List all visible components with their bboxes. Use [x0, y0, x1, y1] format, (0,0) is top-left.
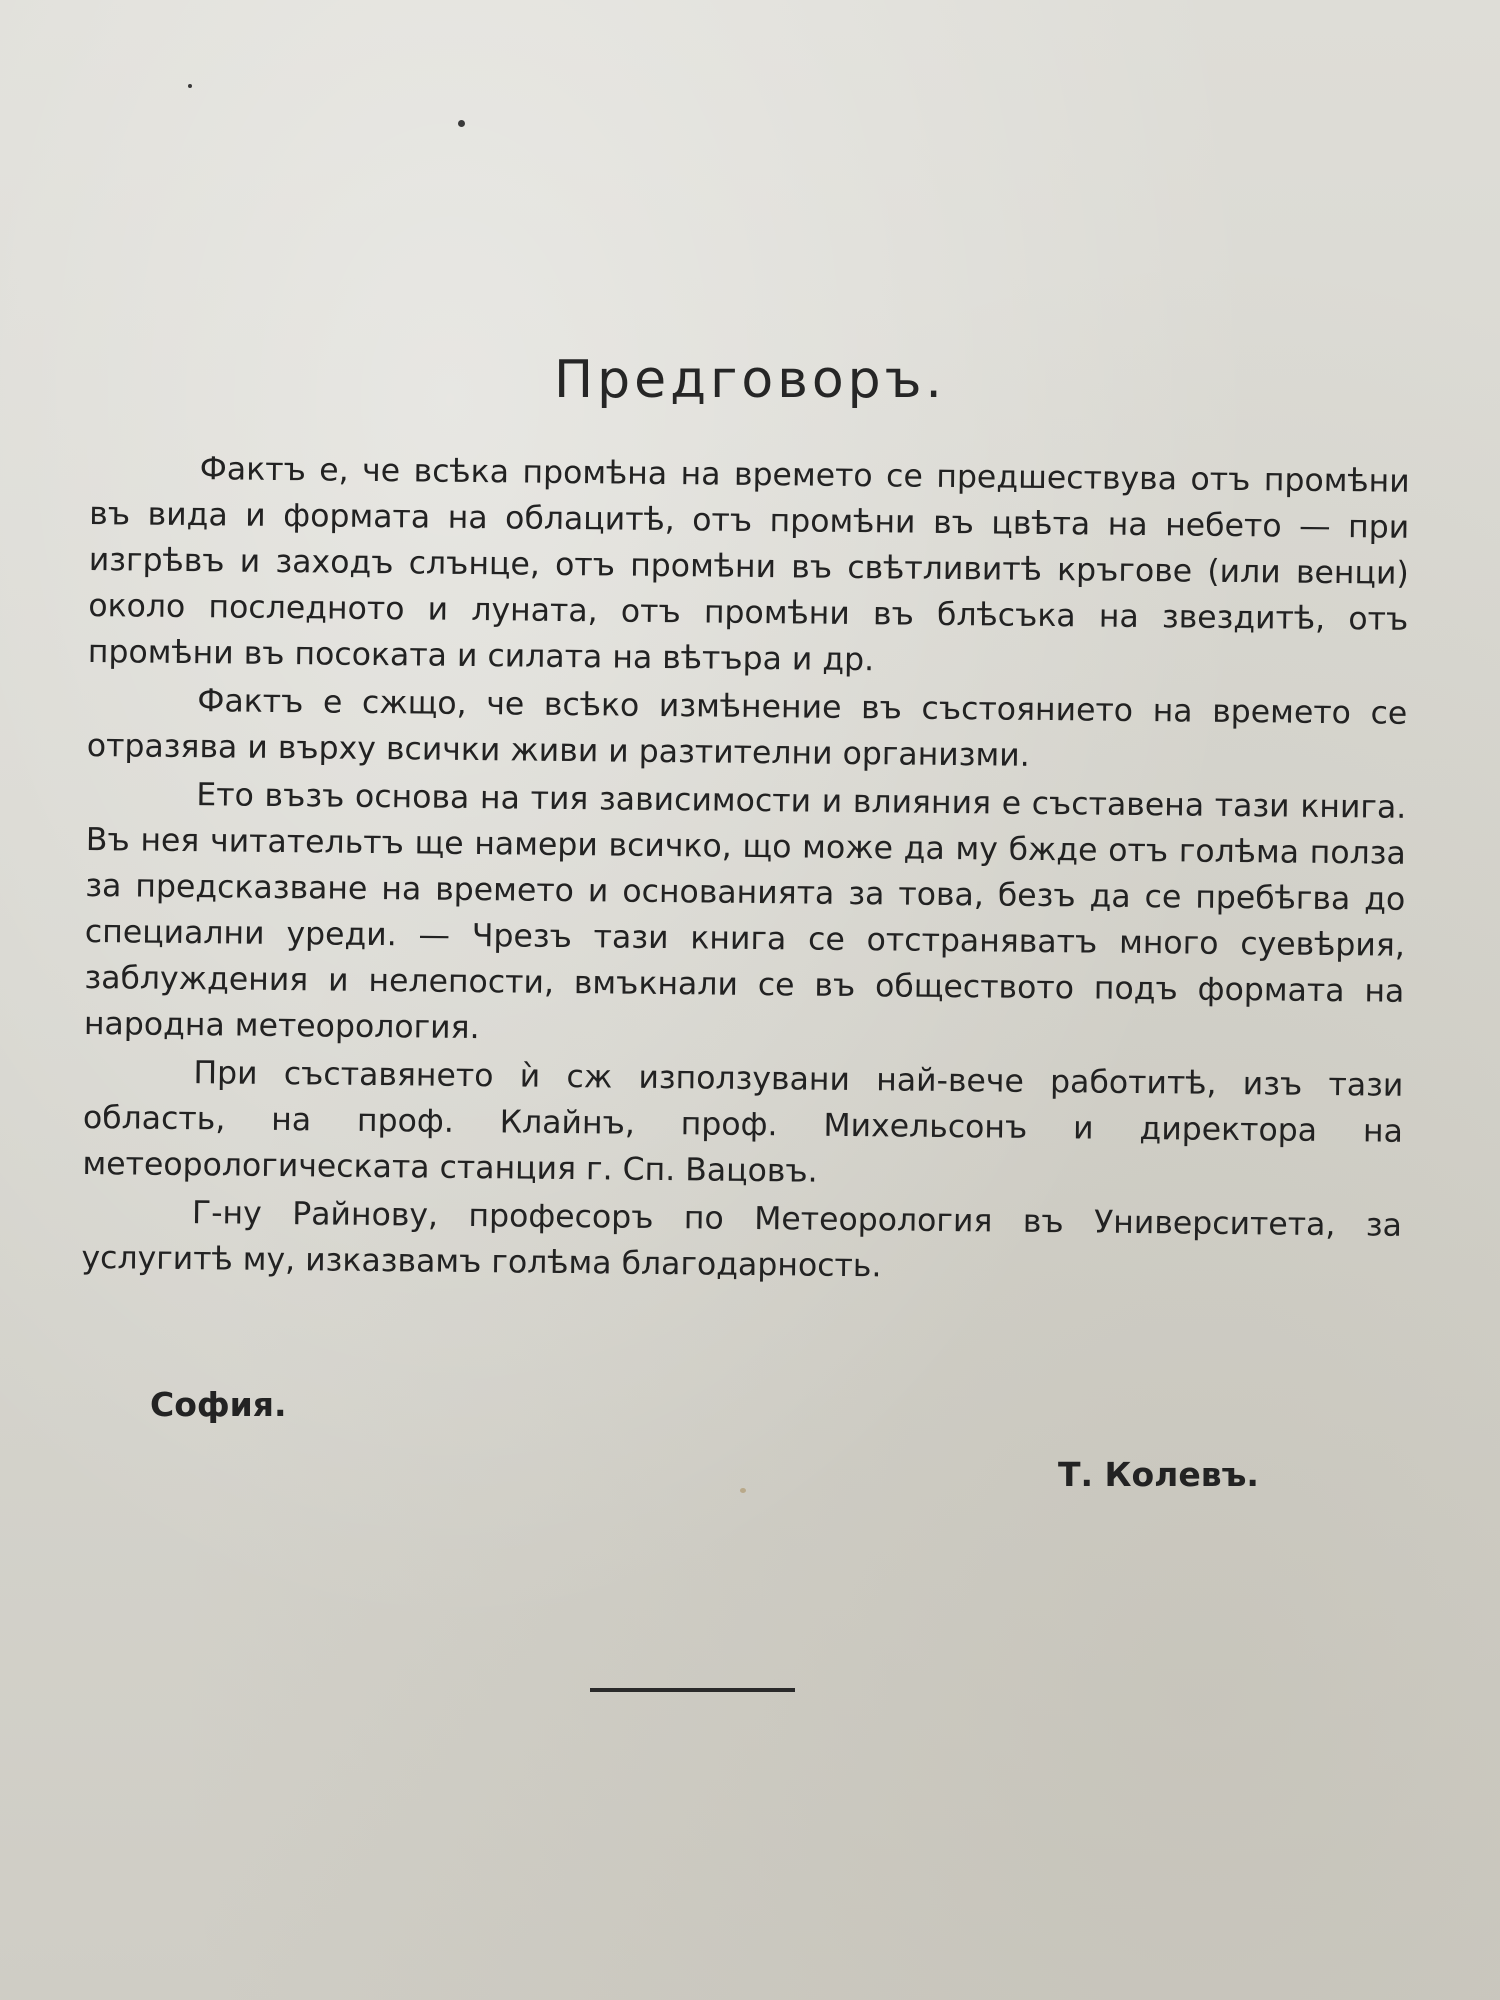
paragraph: Ето възъ основа на тия зависимости и влияния е съставена тази книга. Въ нея читательтъ ще намери всичко, що може да му бжде отъ голѣма полза за предсказване на времето и основанията за това, безъ да се пребѣгва до специални уреди. — Чрезъ тази книга се отстраняватъ много суевѣрия, заблуждения и нелепости, вмъкнали се въ обществото подъ формата на народна метеорология.	[83, 777, 1407, 1047]
closing-rule	[590, 1688, 795, 1692]
ink-speck	[188, 84, 192, 88]
preface-body	[81, 445, 1410, 1297]
place-name: София.	[150, 1385, 287, 1424]
paragraph: Фактъ е, че всѣка промѣна на времето се предшествува отъ промѣни въ вида и формата на облацитѣ, отъ промѣни въ цвѣта на небето — при изгрѣвъ и заходъ слънце, отъ промѣни въ свѣтливитѣ кръгове (или венци) около последното и луната, отъ промѣни въ блѣсъка на звездитѣ, отъ промѣни въ посоката и силата на вѣтъра и др.	[87, 451, 1410, 679]
paragraph: Фактъ е сжщо, че всѣко измѣнение въ състоянието на времето се отразява и върху всички живи и разтителни организми.	[86, 683, 1408, 774]
paragraph: Г-ну Райнову, професоръ по Метеорология въ Университета, за услугитѣ му, изказвамъ голѣма благодарность.	[81, 1195, 1403, 1285]
ink-speck	[740, 1488, 746, 1493]
page-title: Предговоръ.	[554, 350, 946, 410]
ink-speck	[458, 120, 465, 127]
author-signature: Т. Колевъ.	[1058, 1455, 1259, 1494]
paragraph: При съставянето ѝ сж използувани най-вече работитѣ, изъ тази область, на проф. Клайнъ, проф. Михельсонъ и директора на метеорологическата станция г. Сп. Вацовъ.	[82, 1055, 1404, 1190]
